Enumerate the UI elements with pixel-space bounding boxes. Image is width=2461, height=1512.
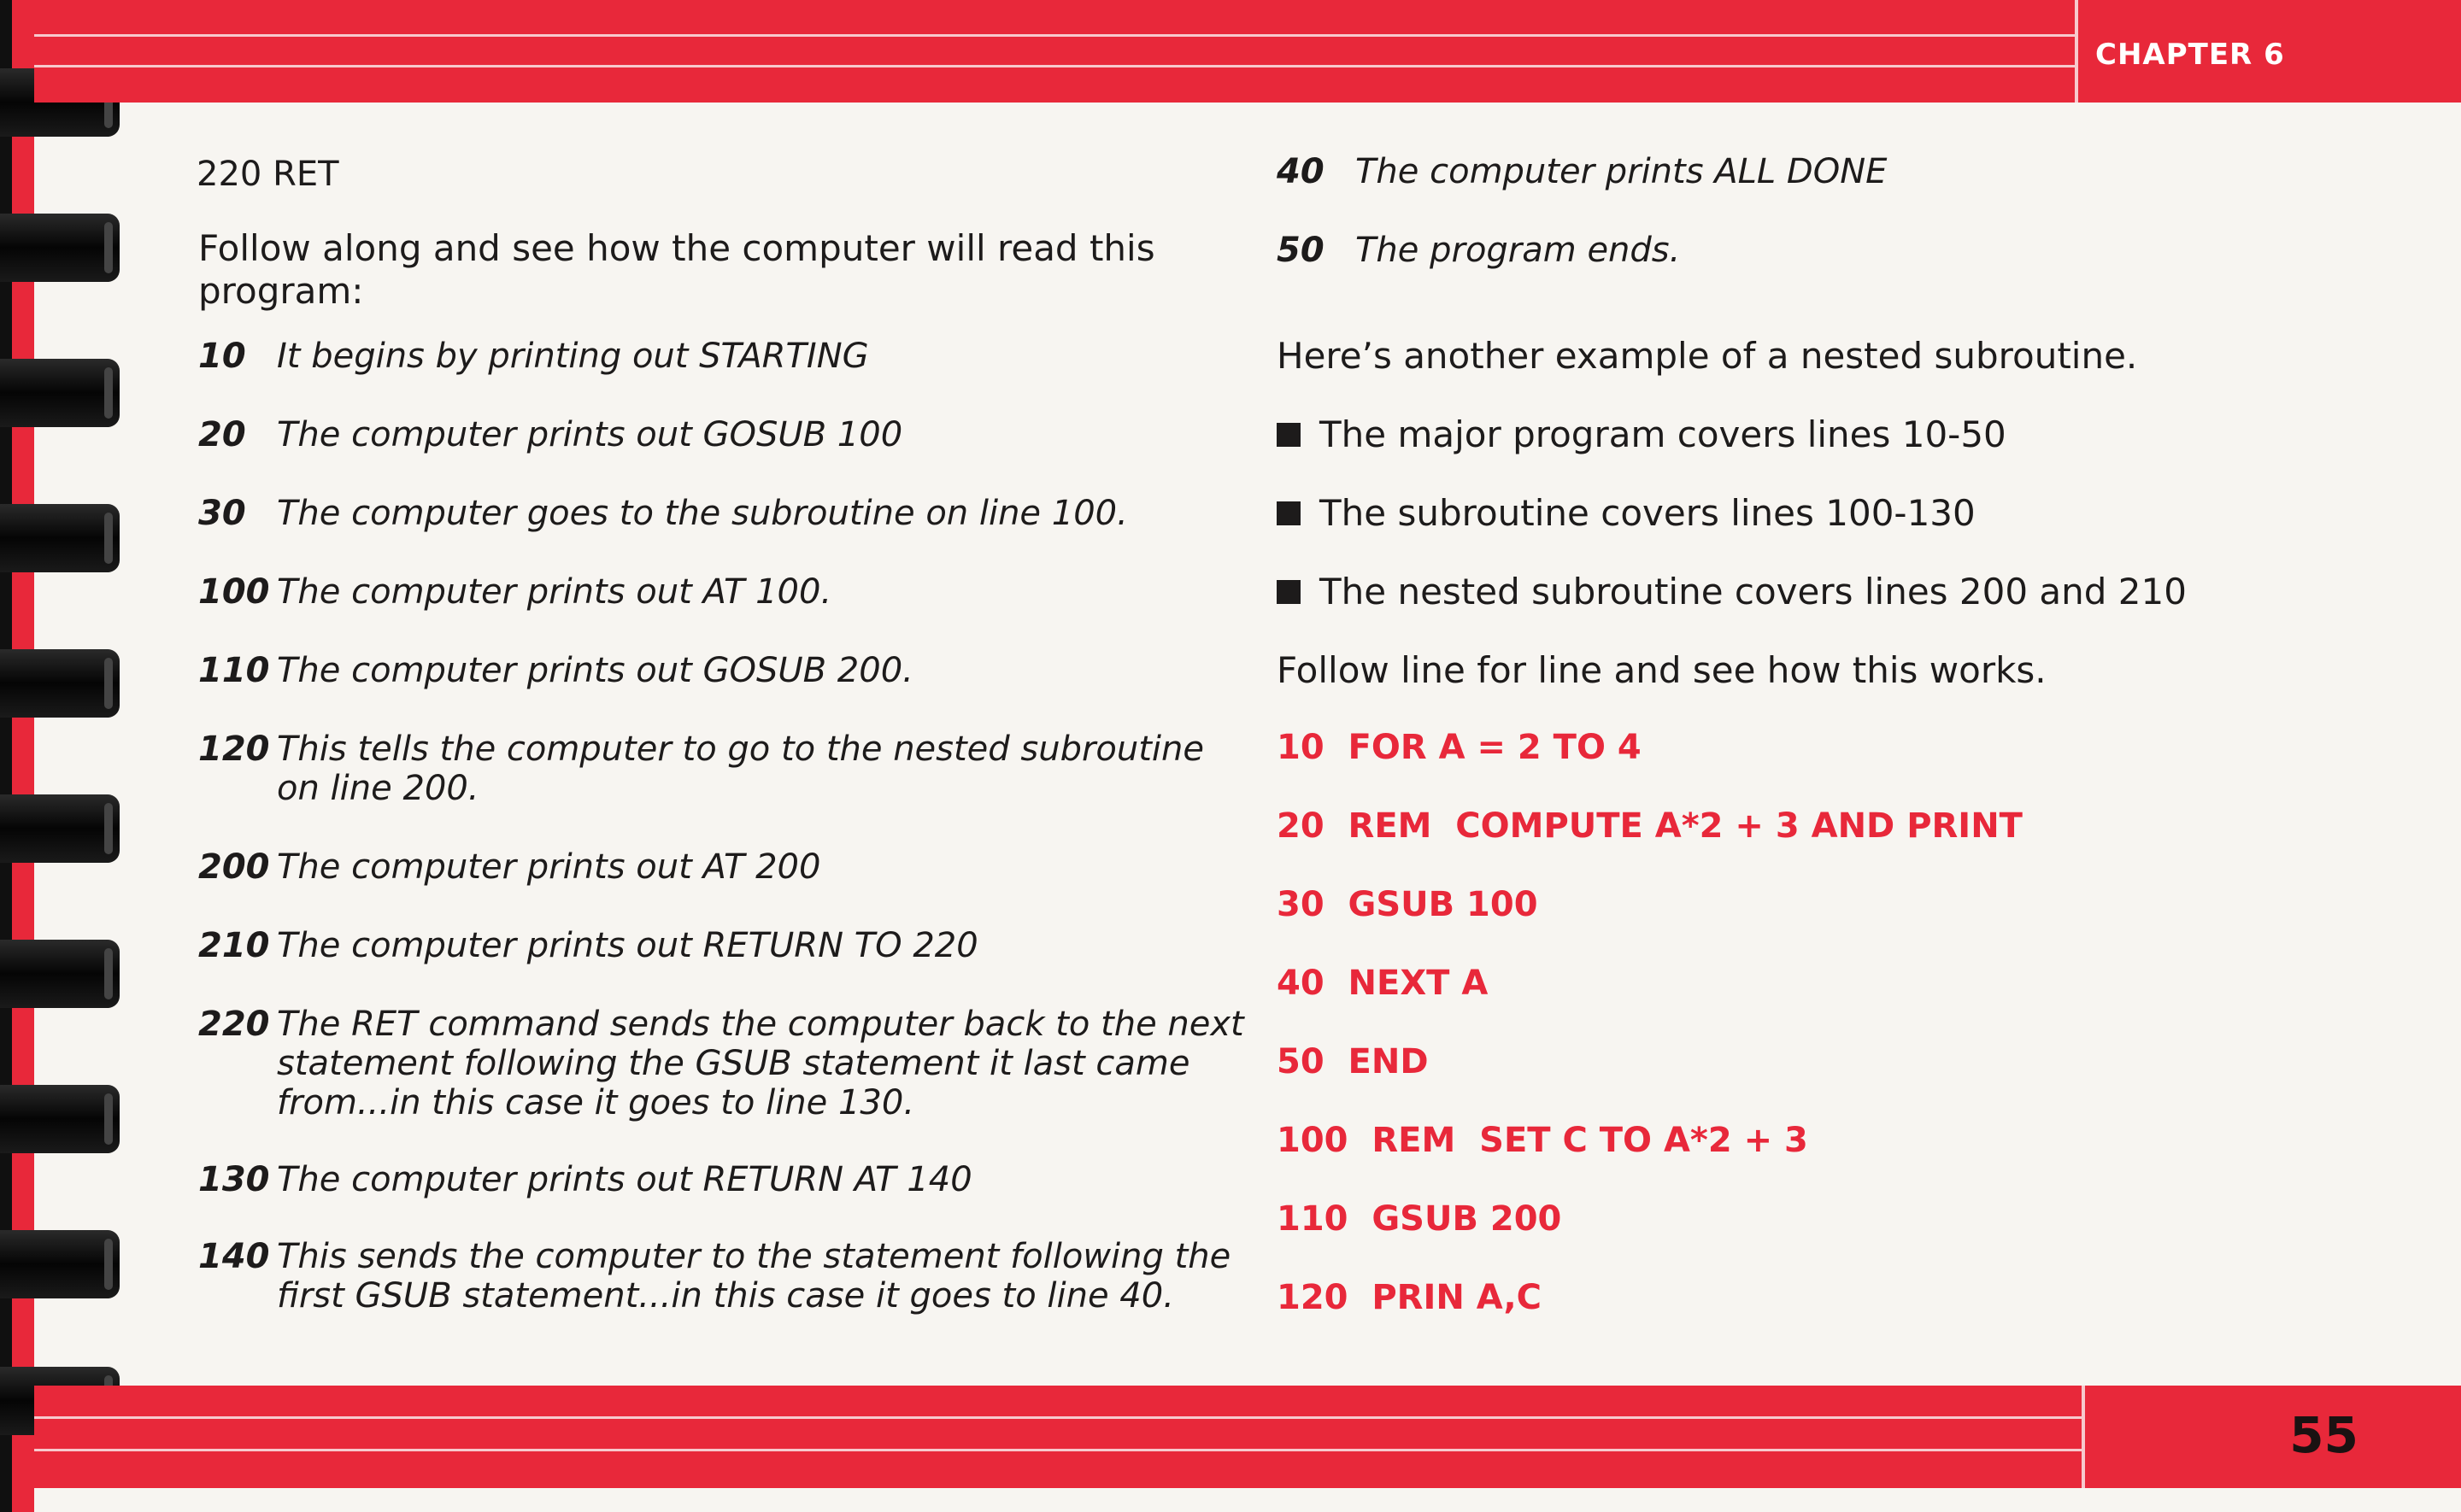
step-item: [1277, 231, 2242, 270]
step-item: [198, 847, 1249, 887]
page-number: 55: [2289, 1406, 2358, 1464]
step-number: 210: [198, 926, 270, 965]
binding-ring: [0, 1230, 120, 1298]
step-text: The computer prints out AT 100.: [277, 572, 832, 612]
step-text: It begins by printing out STARTING: [277, 337, 869, 376]
binding-ring: [0, 649, 120, 718]
bullet-item: [1277, 413, 2242, 456]
step-number: 220: [198, 1005, 270, 1044]
step-item: [198, 415, 1249, 454]
example-intro: Here’s another example of a nested subroutine.: [1277, 335, 2138, 377]
bullet-square-icon: [1277, 580, 1301, 604]
binding-ring: [0, 794, 120, 863]
binding-ring: [0, 504, 120, 572]
code-line: 120 PRIN A,C: [1277, 1278, 1542, 1317]
step-item: [198, 730, 1249, 808]
code-line: 50 END: [1277, 1042, 1429, 1081]
code-line: 100 REM SET C TO A*2 + 3: [1277, 1121, 1808, 1160]
step-number: 130: [198, 1160, 270, 1199]
step-text: The computer prints out GOSUB 200.: [277, 651, 913, 690]
step-item: [198, 1005, 1249, 1122]
intro-paragraph: Follow along and see how the computer will read this program:: [198, 227, 1155, 312]
bullet-item: [1277, 571, 2242, 613]
step-item: [1277, 152, 2242, 191]
step-number: 50: [1277, 231, 1324, 270]
footer-divider: [2082, 1386, 2085, 1488]
bullet-item: [1277, 492, 2242, 535]
step-item: [198, 337, 1249, 376]
step-number: 100: [198, 572, 270, 612]
step-item: [198, 926, 1249, 965]
code-line: 30 GSUB 100: [1277, 885, 1538, 924]
bullet-text: The subroutine covers lines 100-130: [1319, 492, 1976, 534]
chapter-label: CHAPTER 6: [2095, 38, 2285, 72]
left-column: [198, 152, 1249, 1316]
footer-band: [34, 1386, 2461, 1488]
code-line: 20 REM COMPUTE A*2 + 3 AND PRINT: [1277, 806, 2023, 846]
step-item: [198, 1237, 1249, 1316]
bullet-square-icon: [1277, 501, 1301, 525]
binding-ring: [0, 359, 120, 427]
binding-ring: [0, 940, 120, 1008]
code-line: 40 NEXT A: [1277, 964, 1489, 1003]
bullet-square-icon: [1277, 423, 1301, 447]
section-heading: 220 RET: [197, 155, 339, 194]
code-line: 10 FOR A = 2 TO 4: [1277, 728, 1642, 767]
step-number: 110: [198, 651, 270, 690]
step-number: 140: [198, 1237, 270, 1276]
step-text: This sends the computer to the statement following the first GSUB statement...in this case it goes to line 40.: [277, 1237, 1231, 1316]
step-text: The computer goes to the subroutine on line 100.: [277, 494, 1128, 533]
step-number: 200: [198, 847, 270, 887]
step-text: The program ends.: [1355, 231, 1681, 270]
step-text: The computer prints out RETURN AT 140: [277, 1160, 972, 1199]
binding-ring: [0, 1085, 120, 1153]
follow-paragraph: Follow line for line and see how this works.: [1277, 649, 2047, 691]
header-divider: [2075, 0, 2078, 103]
step-number: 120: [198, 730, 270, 769]
code-line: 110 GSUB 200: [1277, 1199, 1562, 1239]
right-column: [1277, 152, 2242, 1319]
step-text: The computer prints out RETURN TO 220: [277, 926, 978, 965]
step-item: [198, 1160, 1249, 1199]
spiral-binding: [0, 51, 137, 1435]
step-text: The computer prints ALL DONE: [1355, 152, 1888, 191]
step-text: The computer prints out GOSUB 100: [277, 415, 903, 454]
step-item: [198, 651, 1249, 690]
step-text: This tells the computer to go to the nested subroutine on line 200.: [277, 730, 1204, 808]
step-text: The RET command sends the computer back to the next statement following the GSUB statement it last came from...in this case it goes to line 130.: [277, 1005, 1244, 1122]
step-item: [198, 494, 1249, 533]
step-number: 10: [198, 337, 246, 376]
binding-ring: [0, 214, 120, 282]
step-item: [198, 572, 1249, 612]
bullet-text: The nested subroutine covers lines 200 and 210: [1319, 571, 2187, 612]
step-text: The computer prints out AT 200: [277, 847, 821, 887]
bullet-text: The major program covers lines 10-50: [1319, 413, 2006, 455]
step-number: 30: [198, 494, 246, 533]
step-number: 20: [198, 415, 246, 454]
step-number: 40: [1277, 152, 1324, 191]
